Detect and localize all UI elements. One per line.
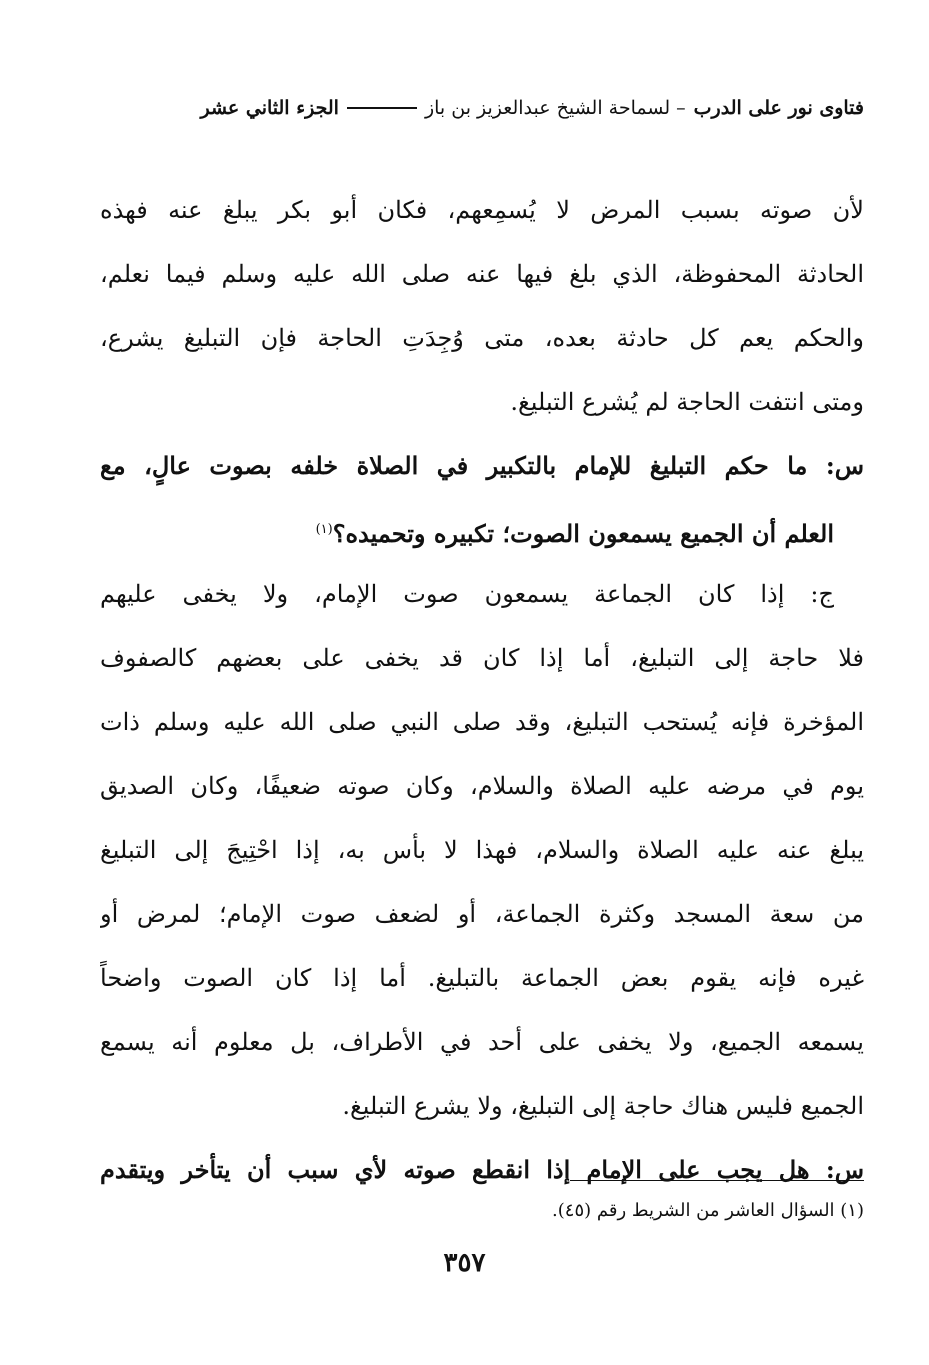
question-text: العلم أن الجميع يسمعون الصوت؛ تكبيره وتحميده؟ <box>332 519 834 548</box>
footnote: (١) السؤال العاشر من الشريط رقم (٤٥). <box>552 1200 864 1221</box>
question-line <box>100 498 864 562</box>
text-line: ومتى انتفت الحاجة لم يُشرع التبليغ. <box>510 388 864 416</box>
text-line: والحكم يعم كل حادثة بعده، متى وُجِدَتِ الحاجة فإن التبليغ يشرع، <box>100 324 864 352</box>
text-line: الجميع فليس هناك حاجة إلى التبليغ، ولا يشرع التبليغ. <box>342 1092 864 1120</box>
text-line: الحادثة المحفوظة، الذي بلغ فيها عنه صلى الله عليه وسلم فيما نعلم، <box>100 260 864 288</box>
author-line: – لسماحة الشيخ عبدالعزيز بن باز <box>424 97 686 119</box>
footnote-marker: (١) <box>315 522 333 537</box>
running-header <box>100 92 864 124</box>
answer-line: ج: إذا كان الجماعة يسمعون صوت الإمام، ولا يخفى عليهم <box>100 580 834 608</box>
page-number: ٣٥٧ <box>443 1248 486 1278</box>
text-line: غيره فإنه يقوم بعض الجماعة بالتبليغ. أما إذا كان الصوت واضحاً <box>100 964 864 992</box>
text-line: فلا حاجة إلى التبليغ، أما إذا كان قد يخفى على بعضهم كالصفوف <box>100 644 864 672</box>
text-line: المؤخرة فإنه يُستحب التبليغ، وقد صلى النبي صلى الله عليه وسلم ذات <box>100 708 864 736</box>
question-line: س: هل يجب على الإمام إذا انقطع صوته لأي سبب أن يتأخر ويتقدم <box>100 1155 864 1184</box>
book-title: فتاوى نور على الدرب <box>693 97 864 119</box>
text-line: يبلغ عنه عليه الصلاة والسلام، فهذا لا بأس به، إذا احْتِيجَ إلى التبليغ <box>100 836 864 864</box>
page-body <box>100 178 864 1202</box>
text-line: لأن صوته بسبب المرض لا يُسمِعهم، فكان أبو بكر يبلغ عنه فهذه <box>100 196 864 224</box>
text-line: من سعة المسجد وكثرة الجماعة، أو لضعف صوت الإمام؛ لمرض أو <box>100 900 864 928</box>
question-line: س: ما حكم التبليغ للإمام بالتكبير في الصلاة خلفه بصوت عالٍ، مع <box>100 451 864 480</box>
text-line: يسمعه الجميع، ولا يخفى على أحد في الأطراف، بل معلوم أنه يسمع <box>100 1028 864 1056</box>
header-rule <box>347 107 417 109</box>
text-line: يوم في مرضه عليه الصلاة والسلام، وكان صوته ضعيفًا، وكان الصديق <box>100 772 864 800</box>
volume-label: الجزء الثاني عشر <box>200 97 339 119</box>
footnote-rule <box>570 1180 864 1181</box>
